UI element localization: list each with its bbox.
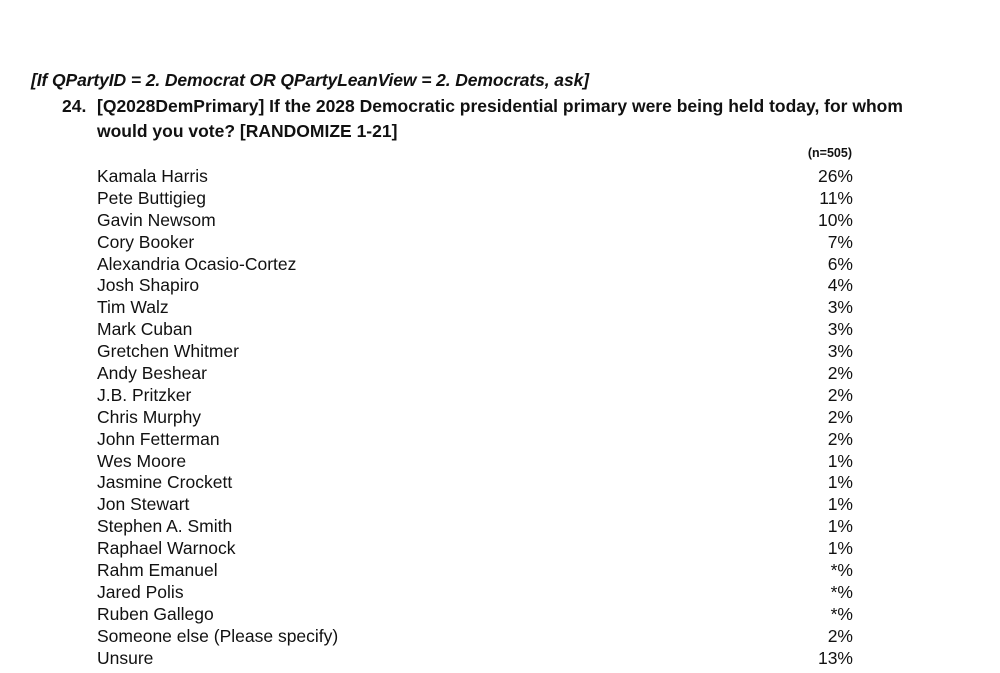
candidate-name: Stephen A. Smith	[97, 516, 233, 537]
result-row	[97, 472, 857, 494]
candidate-name: Tim Walz	[97, 297, 169, 318]
candidate-percentage: 2%	[827, 384, 853, 405]
candidate-name: Rahm Emanuel	[97, 560, 218, 581]
candidate-percentage: 2%	[827, 625, 853, 646]
candidate-name: John Fetterman	[97, 428, 220, 449]
candidate-percentage: 3%	[827, 319, 853, 340]
candidate-percentage: 7%	[827, 231, 853, 252]
results-list	[97, 166, 857, 669]
candidate-name: Gavin Newsom	[97, 209, 216, 230]
result-row	[97, 188, 857, 210]
candidate-name: Josh Shapiro	[97, 275, 200, 296]
result-row	[97, 254, 857, 276]
candidate-percentage: *%	[830, 603, 853, 624]
result-row	[97, 407, 857, 429]
result-row	[97, 166, 857, 188]
candidate-percentage: 2%	[827, 428, 853, 449]
candidate-name: Kamala Harris	[97, 166, 208, 186]
skip-logic-condition: [If QPartyID = 2. Democrat OR QPartyLeanView = 2. Democrats, ask]	[31, 70, 589, 90]
candidate-percentage: 26%	[817, 166, 853, 186]
candidate-name: Wes Moore	[97, 450, 187, 471]
candidate-percentage: *%	[830, 560, 853, 581]
result-row	[97, 232, 857, 254]
candidate-name: J.B. Pritzker	[97, 384, 192, 405]
result-row	[97, 341, 857, 363]
candidate-percentage: 1%	[827, 472, 853, 493]
candidate-name: Alexandria Ocasio-Cortez	[97, 253, 297, 274]
result-row	[97, 604, 857, 626]
candidate-percentage: *%	[830, 581, 853, 602]
candidate-name: Ruben Gallego	[97, 603, 214, 624]
result-row	[97, 451, 857, 473]
sample-size-label: (n=505)	[807, 146, 852, 160]
result-row	[97, 494, 857, 516]
result-row	[97, 429, 857, 451]
question-text: [Q2028DemPrimary] If the 2028 Democratic presidential primary were being held today, for whom would you vote? [RANDOMIZE 1-21]	[97, 96, 903, 141]
candidate-percentage: 1%	[827, 538, 853, 559]
result-row	[97, 210, 857, 232]
candidate-percentage: 4%	[827, 275, 853, 296]
result-row	[97, 538, 857, 560]
candidate-name: Chris Murphy	[97, 406, 202, 427]
candidate-name: Jasmine Crockett	[97, 472, 233, 493]
candidate-name: Pete Buttigieg	[97, 187, 206, 208]
candidate-percentage: 6%	[827, 253, 853, 274]
candidate-percentage: 3%	[827, 341, 853, 362]
candidate-name: Cory Booker	[97, 231, 195, 252]
candidate-percentage: 10%	[817, 209, 853, 230]
result-row	[97, 297, 857, 319]
candidate-name: Raphael Warnock	[97, 538, 236, 559]
candidate-percentage: 1%	[827, 516, 853, 537]
question-number: 24.	[62, 96, 87, 116]
candidate-name: Jon Stewart	[97, 494, 190, 515]
result-row	[97, 385, 857, 407]
candidate-percentage: 2%	[827, 363, 853, 384]
candidate-percentage: 1%	[827, 494, 853, 515]
question-block	[62, 94, 942, 144]
candidate-name: Someone else (Please specify)	[97, 625, 339, 646]
candidate-name: Gretchen Whitmer	[97, 341, 239, 362]
result-row	[97, 626, 857, 648]
result-row	[97, 648, 857, 670]
result-row	[97, 560, 857, 582]
candidate-percentage: 11%	[819, 187, 853, 208]
candidate-percentage: 1%	[827, 450, 853, 471]
candidate-name: Unsure	[97, 647, 154, 668]
result-row	[97, 363, 857, 385]
candidate-name: Jared Polis	[97, 581, 184, 602]
result-row	[97, 319, 857, 341]
result-row	[97, 275, 857, 297]
candidate-percentage: 13%	[817, 647, 853, 668]
candidate-percentage: 3%	[827, 297, 853, 318]
result-row	[97, 582, 857, 604]
candidate-name: Mark Cuban	[97, 319, 193, 340]
result-row	[97, 516, 857, 538]
candidate-name: Andy Beshear	[97, 363, 207, 384]
candidate-percentage: 2%	[827, 406, 853, 427]
